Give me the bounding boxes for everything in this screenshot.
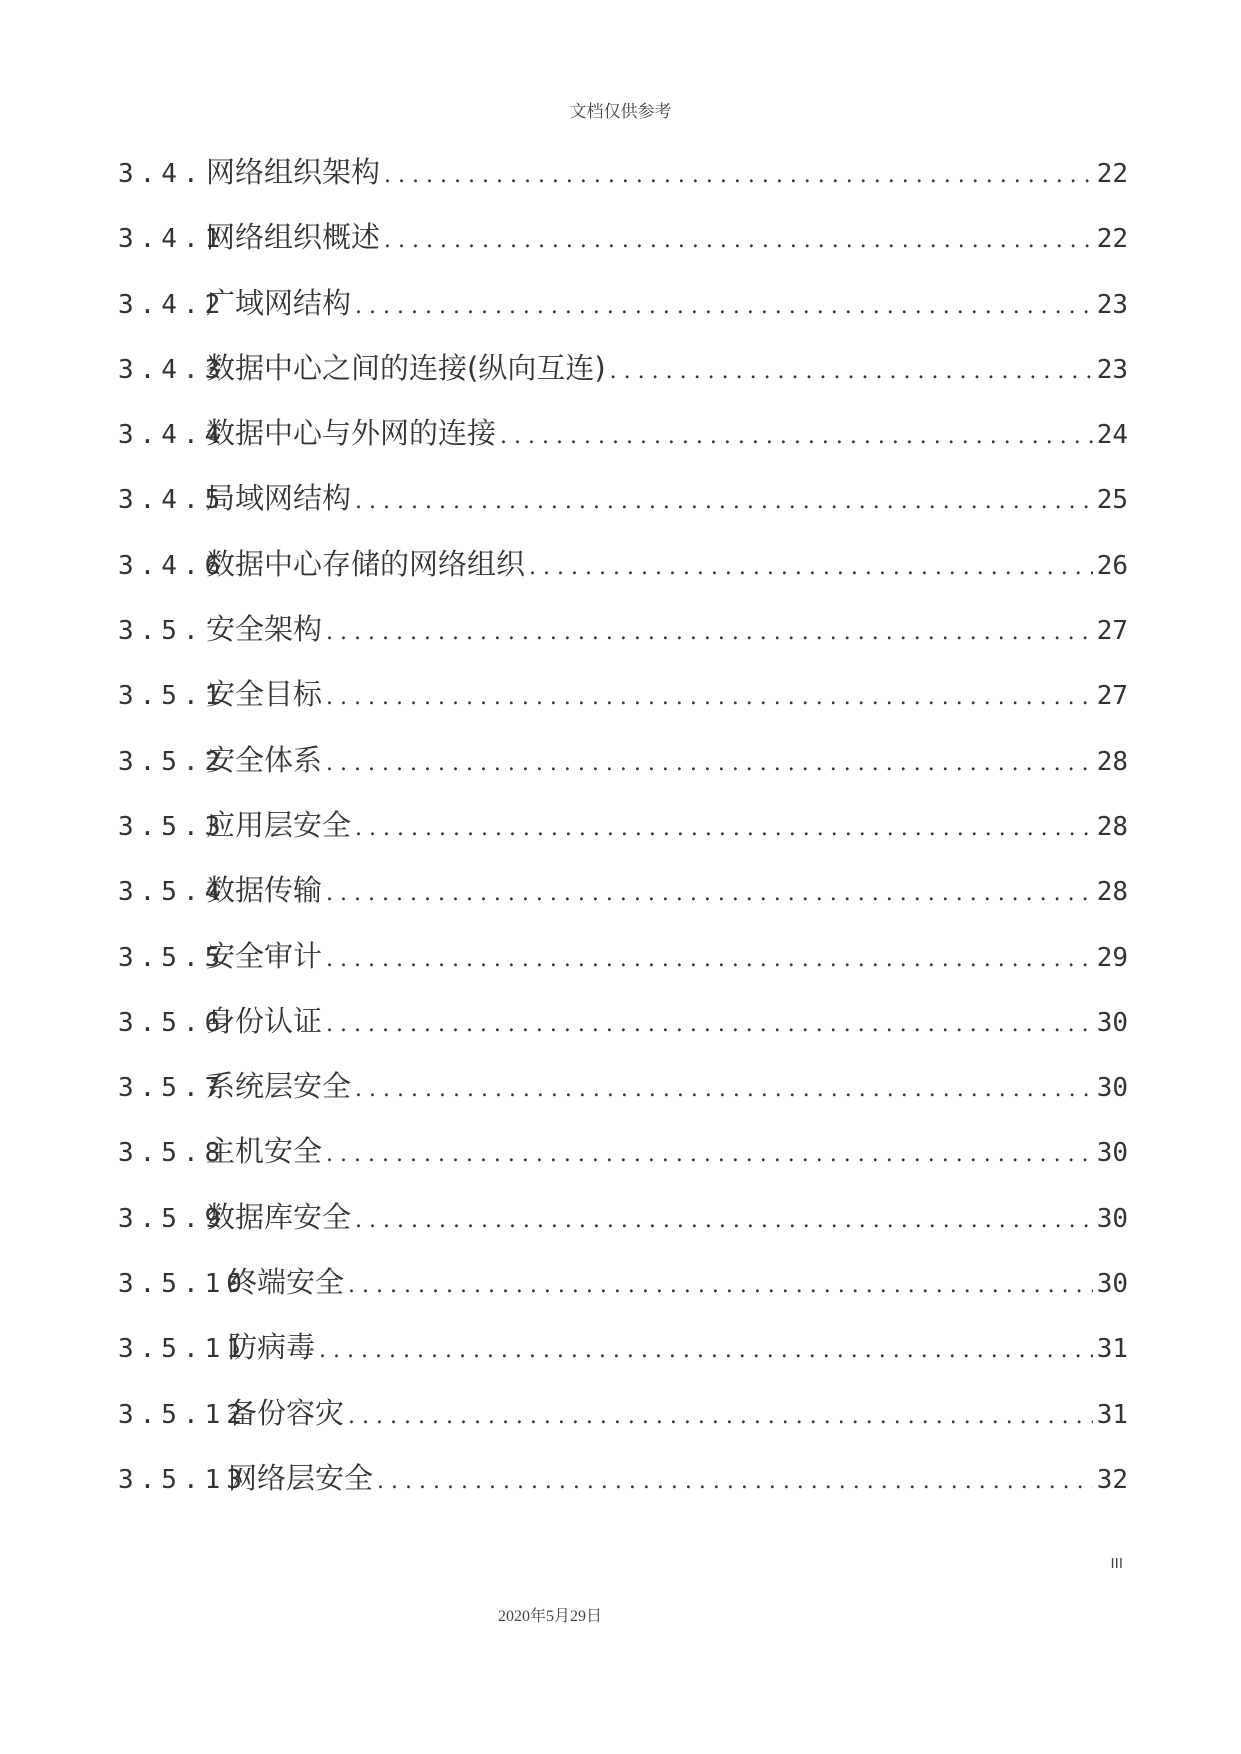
toc-entry-title: 系统层安全 [206,1069,352,1104]
toc-entry-page: 31 [1096,1399,1128,1430]
toc-entry[interactable] [118,542,1128,607]
toc-leader-dots [326,947,1093,972]
toc-entry[interactable] [118,1456,1128,1521]
toc-entry-page: 22 [1096,224,1128,255]
toc-entry-number: 3.5.10 [118,1269,248,1300]
toc-leader-dots [326,620,1093,645]
toc-leader-dots [500,424,1093,449]
toc-entry[interactable] [118,150,1128,215]
toc-leader-dots [326,1142,1093,1167]
toc-entry-number: 3.5.7 [118,1073,227,1104]
toc-entry[interactable] [118,738,1128,803]
toc-entry-number: 3.5.5 [118,942,227,973]
toc-entry-number: 3.4.3 [118,354,227,385]
toc-entry-number: 3.5.12 [118,1399,248,1430]
page-header: 文档仅供参考 [569,102,672,122]
toc-entry-number: 3.4.6 [118,550,227,581]
toc-entry-title: 数据传输 [206,873,323,908]
toc-leader-dots [326,1012,1093,1037]
toc-entry-page: 32 [1096,1464,1128,1495]
toc-entry-title: 主机安全 [206,1134,323,1169]
toc-leader-dots [355,1208,1093,1233]
toc-entry-title: 数据库安全 [206,1199,352,1234]
toc-leader-dots [355,294,1093,319]
toc-entry[interactable] [118,476,1128,541]
toc-entry[interactable] [118,1195,1128,1260]
toc-entry-title: 广域网结构 [206,285,352,320]
toc-leader-dots [529,555,1093,580]
toc-entry-number: 3.4.2 [118,289,227,320]
toc-entry-number: 3.5.8 [118,1138,227,1169]
toc-entry-page: 30 [1096,1073,1128,1104]
toc-leader-dots [355,1077,1093,1102]
toc-entry[interactable] [118,1391,1128,1456]
toc-entry[interactable] [118,215,1128,280]
toc-entry-title: 防病毒 [228,1330,316,1365]
toc-entry-number: 3.5.1 [118,681,227,712]
toc-entry-title: 数据中心之间的连接(纵向互连) [206,350,606,385]
toc-entry-number: 3.5.11 [118,1334,248,1365]
toc-entry[interactable] [118,607,1128,672]
toc-entry-page: 30 [1096,1269,1128,1300]
toc-leader-dots [326,685,1093,710]
toc-entry-page: 29 [1096,942,1128,973]
toc-entry-number: 3.4.4 [118,420,227,451]
toc-entry-number: 3.4.5 [118,485,227,516]
page-number: III [1110,1555,1123,1572]
toc-leader-dots [319,1338,1093,1363]
toc-entry[interactable] [118,1325,1128,1390]
toc-leader-dots [384,228,1093,253]
toc-entry[interactable] [118,346,1128,411]
toc-entry-page: 28 [1096,877,1128,908]
toc-entry-title: 网络组织架构 [206,155,381,189]
toc-entry-number: 3.5.3 [118,811,227,842]
toc-entry-page: 26 [1096,550,1128,581]
toc-entry-title: 应用层安全 [206,807,352,842]
toc-leader-dots [384,163,1093,188]
toc-entry[interactable] [118,868,1128,933]
toc-entry[interactable] [118,803,1128,868]
toc-leader-dots [326,751,1093,776]
toc-entry-title: 安全架构 [206,612,323,647]
toc-entry-page: 27 [1096,616,1128,647]
toc-leader-dots [355,489,1093,514]
toc-entry-number: 3.4.1 [118,224,227,255]
toc-entry-page: 23 [1096,354,1128,385]
toc-entry-title: 网络层安全 [228,1460,374,1495]
toc-entry-page: 30 [1096,1203,1128,1234]
toc-entry-page: 23 [1096,289,1128,320]
toc-entry-page: 28 [1096,811,1128,842]
toc-leader-dots [377,1469,1093,1494]
toc-entry-title: 局域网结构 [206,481,352,516]
toc-entry-number: 3.5.9 [118,1203,227,1234]
toc-entry[interactable] [118,934,1128,999]
toc-entry-page: 31 [1096,1334,1128,1365]
toc-entry[interactable] [118,411,1128,476]
toc-entry-title: 网络组织概述 [206,220,381,255]
toc-entry-number: 3.4. [118,159,205,189]
toc-entry-page: 28 [1096,746,1128,777]
toc-entry-page: 25 [1096,485,1128,516]
toc-entry-title: 数据中心存储的网络组织 [206,546,526,581]
toc-entry-number: 3.5. [118,616,205,647]
toc-entry[interactable] [118,281,1128,346]
toc-entry-page: 24 [1096,420,1128,451]
toc-entry-title: 备份容灾 [228,1395,345,1430]
toc-entry[interactable] [118,1064,1128,1129]
page-footer-date: 2020年5月29日 [497,1608,602,1625]
toc-entry[interactable] [118,1260,1128,1325]
toc-entry[interactable] [118,672,1128,737]
toc-entry-page: 22 [1096,159,1128,189]
toc-entry-number: 3.5.4 [118,877,227,908]
toc-entry-number: 3.5.2 [118,746,227,777]
toc-entry-page: 30 [1096,1007,1128,1038]
toc-leader-dots [355,816,1093,841]
toc-leader-dots [326,881,1093,906]
toc-entry-title: 身份认证 [206,1003,323,1038]
toc-entry-number: 3.5.13 [118,1464,248,1495]
toc-leader-dots [348,1404,1093,1429]
toc-entry-title: 数据中心与外网的连接 [206,416,497,451]
toc-entry-page: 27 [1096,681,1128,712]
toc-entry-page: 30 [1096,1138,1128,1169]
toc-entry-title: 安全体系 [206,742,323,777]
toc-entry[interactable] [118,1129,1128,1194]
toc-leader-dots [610,359,1093,384]
toc-entry-title: 安全目标 [206,677,323,712]
table-of-contents [118,150,1128,1521]
toc-entry[interactable] [118,999,1128,1064]
toc-leader-dots [348,1273,1093,1298]
toc-entry-title: 安全审计 [206,938,323,973]
toc-entry-title: 终端安全 [228,1265,345,1300]
toc-entry-number: 3.5.6 [118,1007,227,1038]
